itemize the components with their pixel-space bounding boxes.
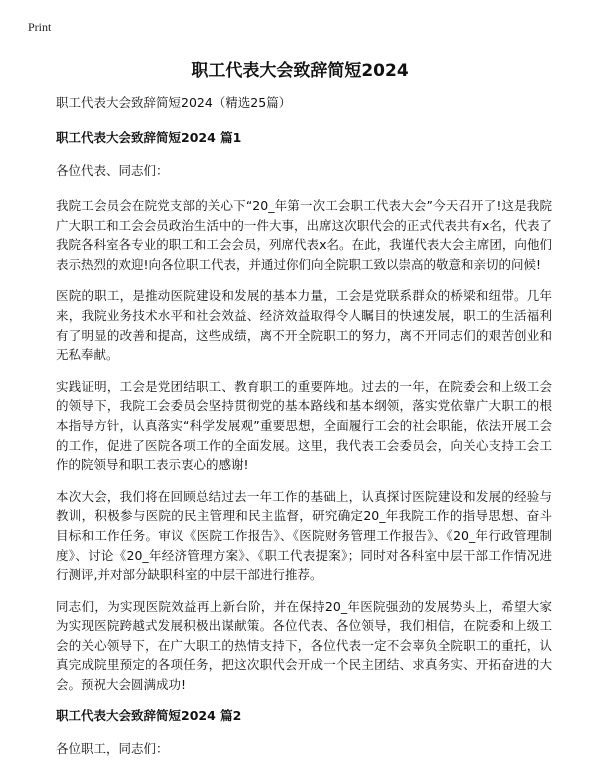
paragraph: 我院工会员会在院党支部的关心下“20_年第一次工会职工代表大会”今天召开了!这是我院广大职工和工会会员政治生活中的一件大事，出席这次职代会的正式代表共有x名，代表了我院各科室各专业的职工和工会会员，列席代表x名。在此，我谨代表大会主席团，向他们表示热烈的欢迎!向各位职工代表，并通过你们向全院职工致以崇高的敬意和亲切的问候! bbox=[56, 198, 552, 272]
document-subtitle: 职工代表大会致辞简短2024（精选25篇） bbox=[56, 95, 292, 110]
document-body bbox=[56, 94, 552, 774]
section-1 bbox=[56, 129, 552, 695]
section-heading: 职工代表大会致辞简短2024 篇1 bbox=[56, 130, 242, 145]
greeting: 各位职工，同志们： bbox=[56, 740, 169, 756]
greeting: 各位代表、同志们： bbox=[56, 163, 169, 178]
paragraph: 本次大会，我们将在回顾总结过去一年工作的基础上，认真探讨医院建设和发展的经验与教训，积极参与医院的民主管理和民主监督，研究确定20_年我院工作的指导思想、奋斗目标和工作任务。审议《医院工作报告》、《医院财务管理工作报告》、《20_年行政管理制度》、讨论《20_年经济管理方案》、《职工代表提案》；同时对各科室中层干部工作情况进行测评,并对部分缺职科室的中层干部进行推荐。 bbox=[56, 488, 552, 583]
section-heading: 职工代表大会致辞简短2024 篇2 bbox=[56, 707, 242, 723]
section-2 bbox=[56, 707, 552, 758]
print-link[interactable]: Print bbox=[28, 20, 52, 34]
paragraph: 实践证明，工会是党团结职工、教育职工的重要阵地。过去的一年，在院委会和上级工会的领导下，我院工会委员会坚持贯彻党的基本路线和基本纲领，落实党依靠广大职工的根本指导方针，认真落实“科学发展观”重要思想，全面履行工会的社会职能，依法开展工会的工作，促进了医院各项工作的全面发展。这里，我代表工会委员会，向关心支持工会工作的院领导和职工表示衷心的感谢! bbox=[56, 378, 552, 473]
document-title: 职工代表大会致辞简短2024 bbox=[191, 61, 409, 81]
paragraph: 医院的职工，是推动医院建设和发展的基本力量，工会是党联系群众的桥梁和纽带。几年来，我院业务技术水平和社会效益、经济效益取得令人瞩目的快速发展，职工的生活福利有了明显的改善和提高，这些成绩，离不开全院职工的努力，离不开同志们的艰苦创业和无私奉献。 bbox=[56, 288, 552, 363]
paragraph: 同志们，为实现医院效益再上新台阶，并在保持20_年医院强劲的发展势头上，希望大家为实现医院跨越式发展积极出谋献策。各位代表、各位领导，我们相信，在院委和上级工会的关心领导下，在广大职工的热情支持下，各位代表一定不会辜负全院职工的重托，认真完成院里预定的各项任务，把这次职代会开成一个民主团结、求真务实、开拓奋进的大会。预祝大会圆满成功! bbox=[56, 598, 552, 693]
